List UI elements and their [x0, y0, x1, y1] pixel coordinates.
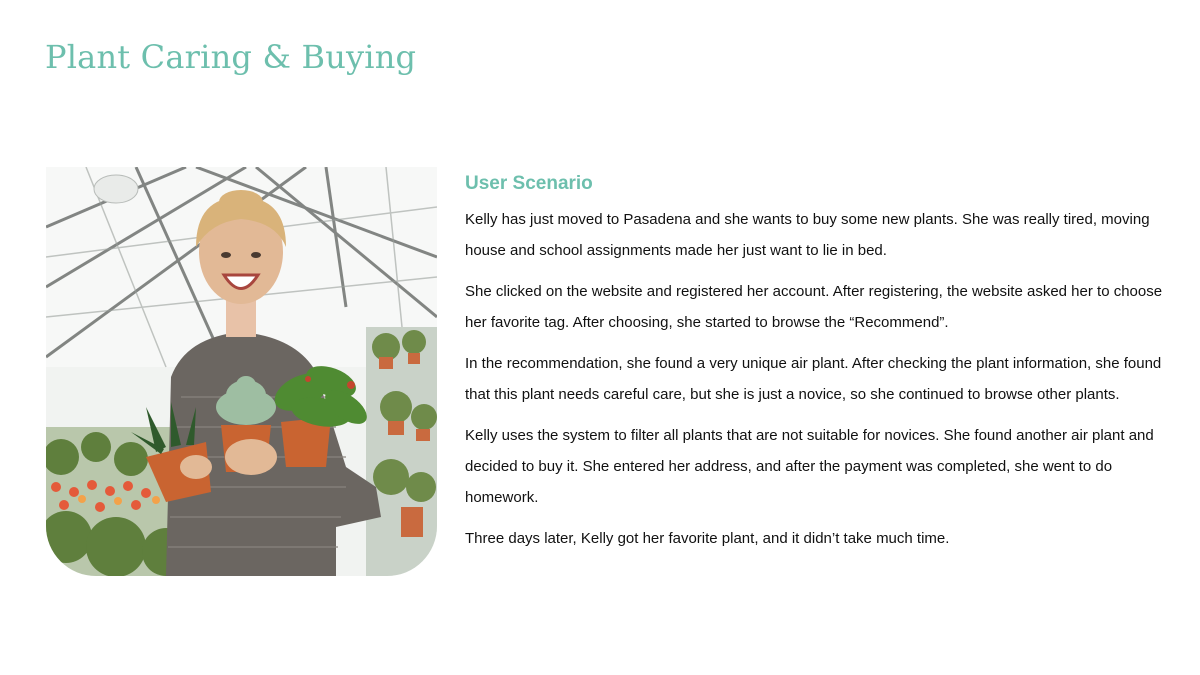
scenario-paragraph-5: Three days later, Kelly got her favorite plant, and it didn’t take much time. — [465, 530, 950, 547]
user-scenario-section — [465, 170, 1165, 564]
scenario-paragraph-2: She clicked on the website and registered her account. After registering, the website asked her to choose her favorite tag. After choosing, she started to browse the “Recommend”. — [465, 283, 1163, 331]
scenario-paragraph-4: Kelly uses the system to filter all plants that are not suitable for novices. She found another air plant and decided to buy it. She entered her address, and after the payment was completed, she went to do homework. — [465, 427, 1154, 506]
section-heading: User Scenario — [465, 173, 593, 194]
scenario-paragraph-1: Kelly has just moved to Pasadena and she wants to buy some new plants. She was really tired, moving house and school assignments made her just want to lie in bed. — [465, 211, 1150, 259]
scenario-paragraph-3: In the recommendation, she found a very unique air plant. After checking the plant information, she found that this plant needs careful care, but she is just a novice, so she continued to browse other plants. — [465, 355, 1162, 403]
scenario-photo — [46, 167, 437, 576]
page-title: Plant Caring & Buying — [45, 38, 417, 76]
